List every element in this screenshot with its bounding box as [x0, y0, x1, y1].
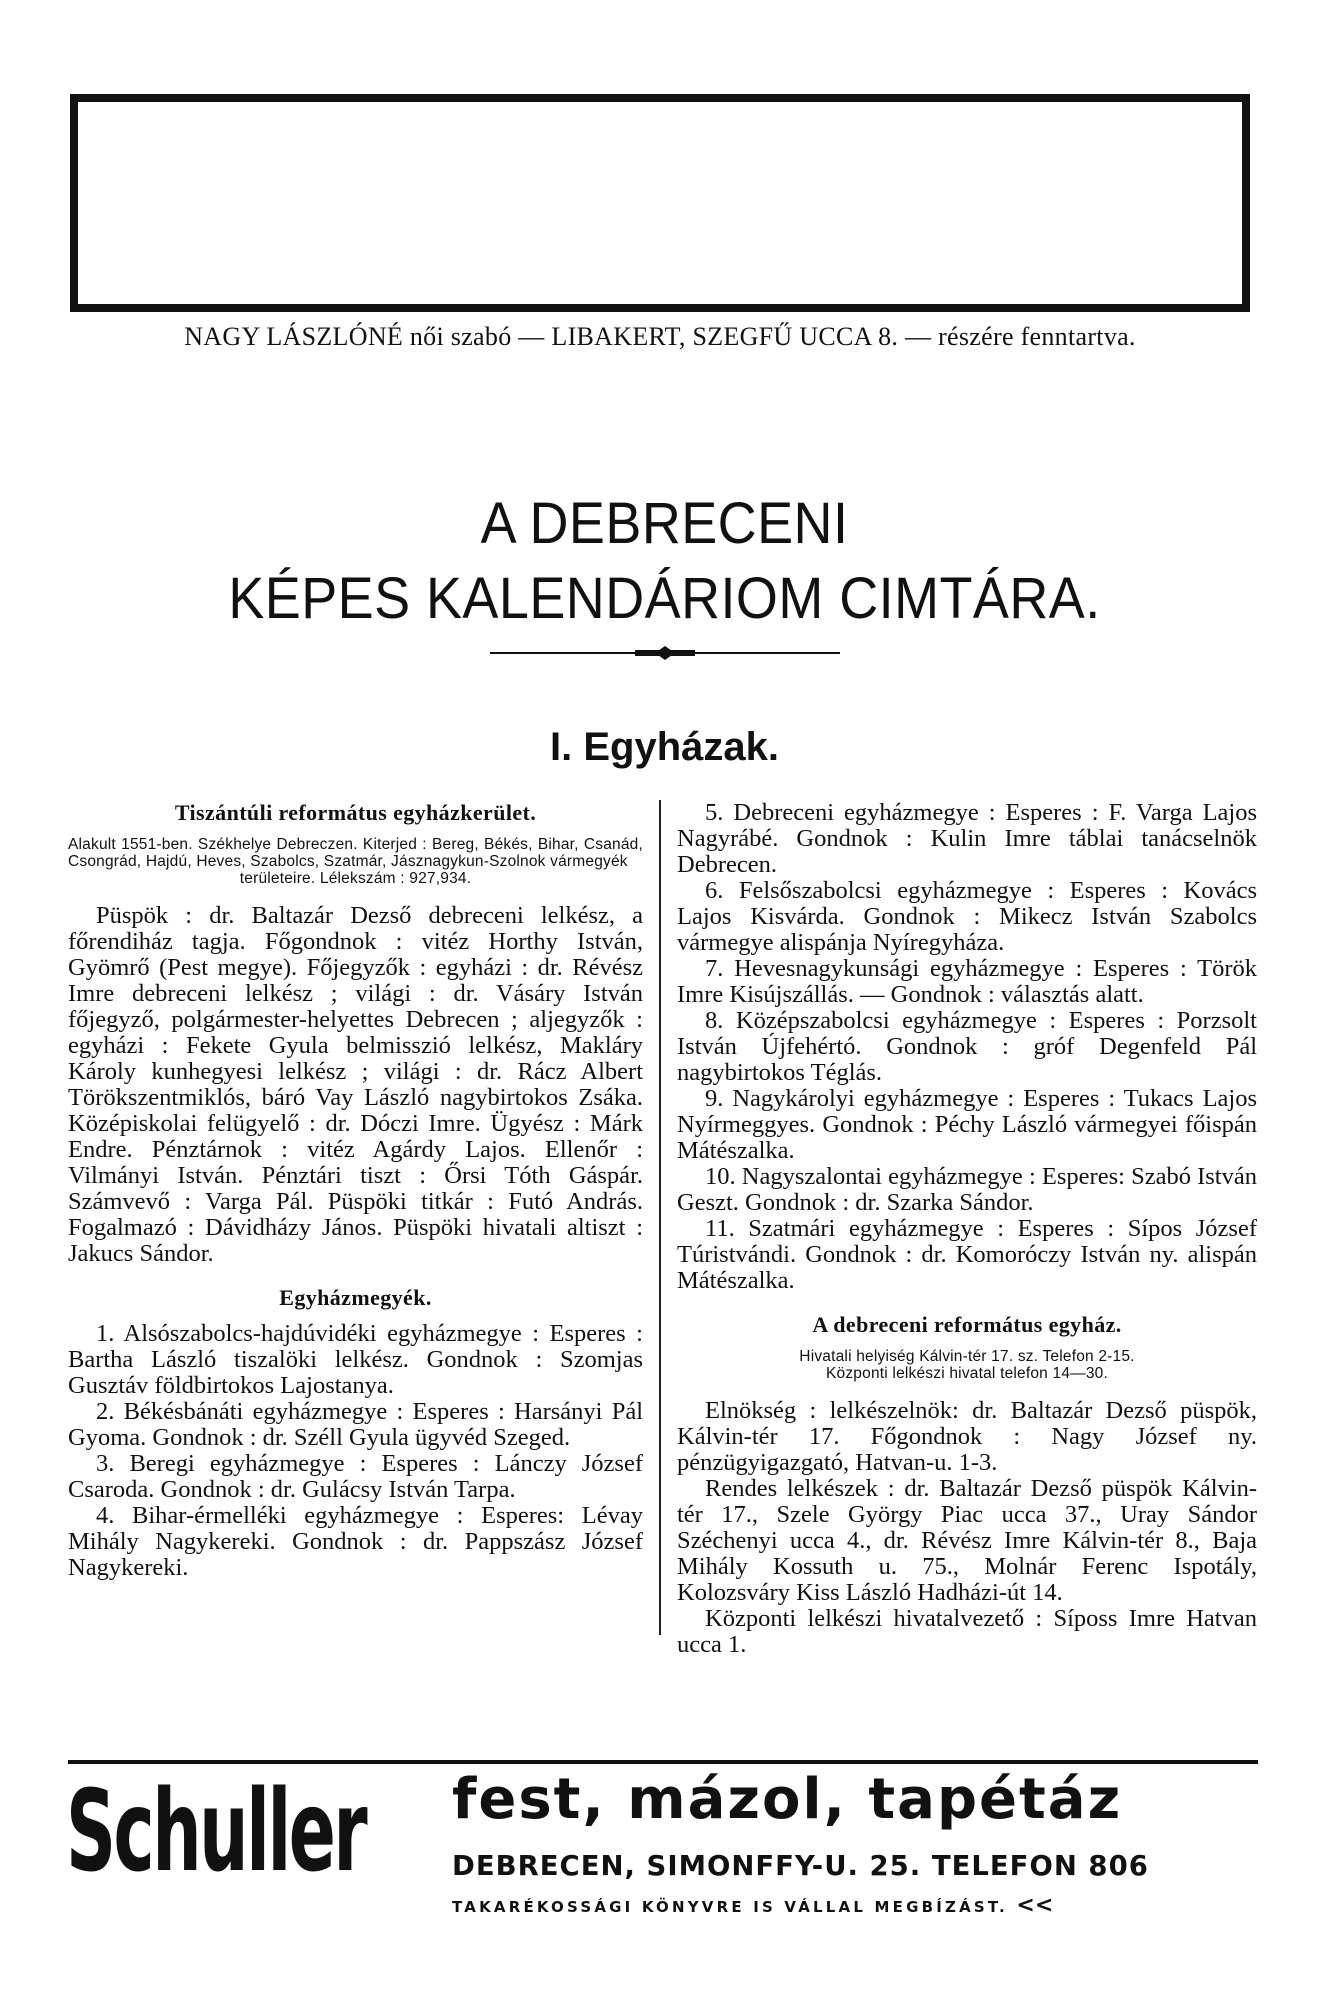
- page-title-line2: KÉPES KALENDÁRIOM CIMTÁRA.: [228, 566, 1101, 631]
- left-column: [68, 800, 643, 1581]
- ad-note-symbol: <<: [1016, 1893, 1054, 1918]
- church-heading: A debreceni református egyház.: [812, 1312, 1122, 1337]
- ad-slogan: fest, mázol, tapétáz: [452, 1767, 1123, 1832]
- county-entry-5: 5. Debreceni egyházmegye : Esperes : F. Varga Lajos Nagyrábé. Gondnok : Kulin Imre táblai tanácselnök Debrecen.: [677, 799, 1257, 878]
- county-entry-3: 3. Beregi egyházmegye : Esperes : Lánczy József Csaroda. Gondnok : dr. Gulácsy István Tarpa.: [68, 1450, 643, 1503]
- church-info: [677, 1348, 1257, 1382]
- county-entry-6: 6. Felsőszabolcsi egyházmegye : Esperes : Kovács Lajos Kisvárda. Gondnok : Mikecz István Szabolcs vármegye alispánja Nyíregyháza.: [677, 877, 1257, 956]
- ad-note: [452, 1893, 1053, 1918]
- district-heading: Tiszántúli református egyházkerület.: [174, 800, 537, 825]
- church-paragraph-2: Rendes lelkészek : dr. Baltazár Dezső püspök Kálvin-tér 17., Szele György Piac ucca 37., Uray Sándor Széchenyi ucca 4., dr. Révész Imre Kálvin-tér 8., Baja Mihály Kossuth u. 75., Molnár Ferenc Ispotály, Kolozsváry Kiss László Hadházi-út 14.: [677, 1475, 1257, 1606]
- right-column: [677, 800, 1257, 1658]
- counties-heading: Egyházmegyék.: [279, 1285, 432, 1310]
- column-divider: [659, 800, 661, 1635]
- county-entry-1: 1. Alsószabolcs-hajdúvidéki egyházmegye : Esperes : Bartha László tiszalöki lelkész. Gondnok : Szomjas Gusztáv földbirtokos Lajostanya.: [68, 1320, 643, 1399]
- county-entry-4: 4. Bihar-érmelléki egyházmegye : Esperes: Lévay Mihály Nagykereki. Gondnok : dr. Pappszász József Nagykereki.: [68, 1502, 643, 1581]
- ad-note-text: TAKARÉKOSSÁGI KÖNYVRE IS VÁLLAL MEGBÍZÁST.: [452, 1898, 1008, 1916]
- reserved-ad-box: [70, 94, 1250, 312]
- county-entry-10: 10. Nagyszalontai egyházmegye : Esperes: Szabó István Geszt. Gondnok : dr. Szarka Sándor.: [677, 1163, 1257, 1216]
- county-entry-8: 8. Középszabolcsi egyházmegye : Esperes : Porzsolt István Újfehértó. Gondnok : gróf Degenfeld Pál nagybirtokos Téglás.: [677, 1007, 1257, 1086]
- district-info: [68, 836, 643, 887]
- church-paragraph-1: Elnökség : lelkészelnök: dr. Baltazár Dezső püspök, Kálvin-tér 17. Főgondnok : Nagy József ny. pénzügyigazgató, Hatvan-u. 1-3.: [677, 1397, 1257, 1476]
- district-info-tail: területeire. Lélekszám : 927,934.: [239, 870, 472, 887]
- district-info-text: Alakult 1551-ben. Székhelye Debreczen. Kiterjed : Bereg, Békés, Bihar, Csanád, Csongrád, Hajdú, Heves, Szabolcs, Szatmár, Jásznagykun-Szolnok vármegyék: [68, 836, 643, 870]
- reserved-ad-caption: NAGY LÁSZLÓNÉ női szabó — LIBAKERT, SZEGFŰ UCCA 8. — részére fenntartva.: [184, 322, 1136, 351]
- bottom-ad-rule: [68, 1760, 1258, 1764]
- title-ornament: [490, 645, 840, 661]
- section-title: I. Egyházak.: [550, 725, 779, 769]
- county-entry-9: 9. Nagykárolyi egyházmegye : Esperes : Tukacs Lajos Nyírmeggyes. Gondnok : Péchy László vármegyei főispán Mátészalka.: [677, 1085, 1257, 1164]
- ad-brand: Schuller: [66, 1767, 366, 1897]
- page-title-line1: A DEBRECENI: [480, 491, 849, 556]
- district-body: Püspök : dr. Baltazár Dezső debreceni lelkész, a főrendiház tagja. Főgondnok : vitéz Horthy István, Gyömrő (Pest megye). Főjegyzők : egyházi : dr. Révész Imre debreceni lelkész ; világi : dr. Vásáry István főjegyző, polgármester-helyettes Debrecen ; aljegyzők : egyházi : Fekete Gyula belmisszió lelkész, Makláry Károly kunhegyesi lelkész ; világi : dr. Rácz Albert Törökszentmiklós, báró Vay László nagybirtokos Zsáka. Középiskolai felügyelő : dr. Dóczi Imre. Ügyész : Márk Endre. Pénztárnok : vitéz Agárdy Lajos. Ellenőr : Vilmányi István. Pénztári tiszt : Őrsi Tóth Gáspár. Számvevő : Varga Pál. Püspöki titkár : Futó András. Fogalmazó : Dávidházy János. Püspöki hivatali altiszt : Jakucs Sándor.: [68, 902, 643, 1267]
- county-entry-2: 2. Békésbánáti egyházmegye : Esperes : Harsányi Pál Gyoma. Gondnok : dr. Széll Gyula ügyvéd Szeged.: [68, 1398, 643, 1451]
- county-entry-11: 11. Szatmári egyházmegye : Esperes : Sípos József Túristvándi. Gondnok : dr. Komoróczy István ny. alispán Mátészalka.: [677, 1215, 1257, 1294]
- church-info-line2: Központi lelkészi hivatal telefon 14—30.: [826, 1365, 1108, 1382]
- church-info-line1: Hivatali helyiség Kálvin-tér 17. sz. Telefon 2-15.: [799, 1348, 1135, 1365]
- church-paragraph-3: Központi lelkészi hivatalvezető : Síposs Imre Hatvan ucca 1.: [677, 1605, 1257, 1658]
- ad-address: DEBRECEN, SIMONFFY-U. 25. TELEFON 806: [452, 1850, 1149, 1882]
- county-entry-7: 7. Hevesnagykunsági egyházmegye : Esperes : Török Imre Kisújszállás. — Gondnok : választás alatt.: [677, 955, 1257, 1008]
